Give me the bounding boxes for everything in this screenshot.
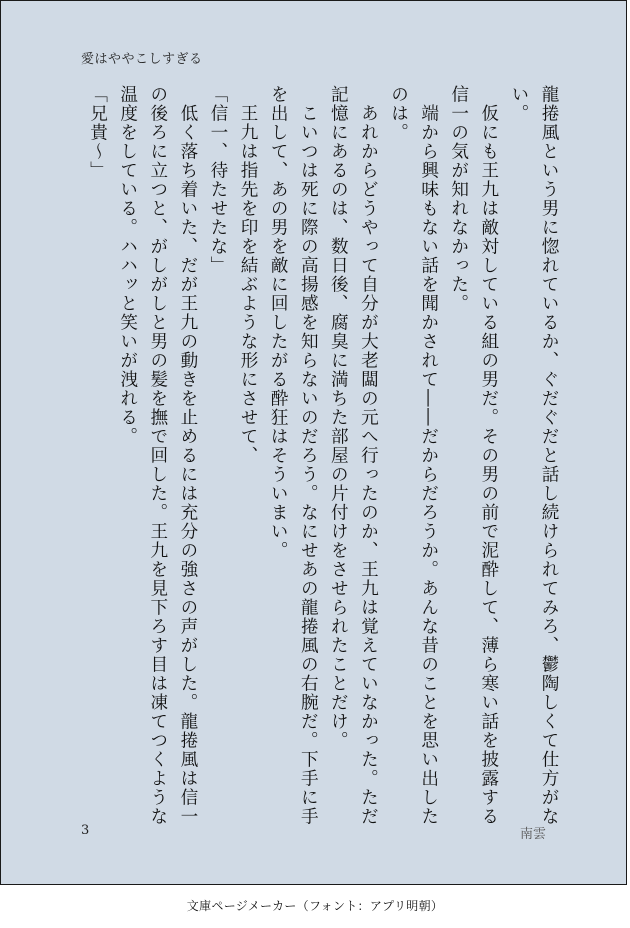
text-line: の後ろに立つと、がしがしと男の髪を撫で回した。王九を見下ろす目は凍てつくような	[147, 85, 168, 826]
text-line: 端から興味もない話を聞かされて――だからだろうか。あんな昔のことを思い出した	[418, 85, 439, 826]
text-line: 王九は指先を印を結ぶような形にさせて、	[238, 85, 259, 465]
text-line: 「信一、待たせたな」	[207, 85, 228, 275]
text-line: こいつは死に際の高揚感を知らないのだろう。なにせあの龍捲風の右腕だ。下手に手	[298, 85, 319, 826]
page-number: 3	[81, 823, 90, 838]
author-name: 南雲	[519, 827, 546, 842]
running-header-title: 愛はややこしすぎる	[81, 52, 203, 67]
text-line: 低く落ち着いた、だが王九の動きを止めるには充分の強さの声がした。龍捲風は信一	[177, 85, 198, 826]
text-line: 仮にも王九は敵対している組の男だ。その男の前で泥酔して、薄ら寒い話を披露する	[478, 85, 499, 826]
text-line: 温度をしている。ハハッと笑いが洩れる。	[117, 85, 138, 446]
text-line: のは。	[388, 85, 409, 142]
text-line: 記憶にあるのは、数日後、腐臭に満ちた部屋の片付けをさせられたことだけ。	[328, 85, 349, 750]
text-line: 信一の気が知れなかった。	[448, 85, 469, 313]
vertical-body-text	[74, 85, 564, 826]
text-line: 龍捲風という男に惚れているか、ぐだぐだと話し続けられてみろ、鬱陶しくて仕方がな	[539, 85, 559, 826]
text-line: い。	[508, 85, 529, 123]
text-line: あれからどうやって自分が大老闆の元へ行ったのか、王九は覚えていなかった。ただ	[358, 85, 379, 826]
text-line: 「兄貴～」	[87, 85, 108, 180]
generator-caption: 文庫ページメーカー（フォント：アプリ明朝）	[186, 899, 444, 913]
text-line: を出して、あの男を敵に回したがる酔狂はそういまい。	[268, 85, 289, 560]
